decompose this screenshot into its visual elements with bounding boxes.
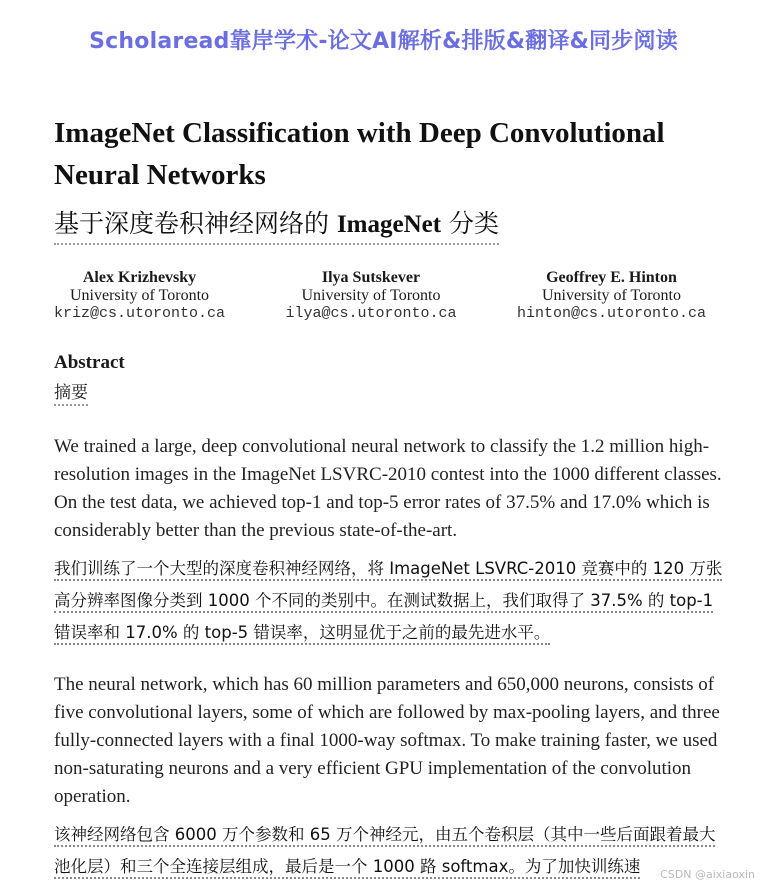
author-block [285, 269, 456, 323]
abstract-paragraph-2-translation [54, 819, 726, 883]
author-email: ilya@cs.utoronto.ca [285, 305, 457, 322]
paper-content [54, 112, 726, 883]
title-cn-suffix: 分类 [441, 209, 500, 238]
title-cn-prefix: 基于深度卷积神经网络的 [54, 209, 337, 238]
paper-title-translation [54, 206, 499, 245]
translation-text: 该神经网络包含 6000 万个参数和 65 万个神经元，由五个卷积层（其中一些后面跟着最大池化层）和三个全连接层组成，最后是一个 1000 路 softmax。为了加快训练速 [54, 825, 715, 879]
abstract-paragraph-1: We trained a large, deep convolutional neural network to classify the 1.2 million high-resolution images in the ImageNet LSVRC-2010 contest into the 1000 different classes. On the test data, we achieved top-1 and top-5 error rates of 37.5% and 17.0% which is considerably better than the previous state-of-the-art. [54, 436, 722, 541]
author-name: Alex Krizhevsky [82, 269, 197, 286]
author-name: Geoffrey E. Hinton [546, 269, 677, 286]
author-email: hinton@cs.utoronto.ca [516, 305, 706, 322]
author-name: Ilya Sutskever [321, 269, 421, 286]
author-affiliation: University of Toronto [70, 287, 210, 304]
watermark: CSDN @aixiaoxin [660, 868, 755, 881]
paper-title-line-2: Neural Networks [54, 159, 266, 191]
abstract-heading-translation: 摘要 [54, 382, 88, 406]
author-affiliation: University of Toronto [541, 287, 681, 304]
author-block [54, 269, 225, 323]
scholaread-banner: Scholaread靠岸学术-论文AI解析&排版&翻译&同步阅读 [89, 29, 678, 54]
author-email: kriz@cs.utoronto.ca [54, 305, 226, 322]
abstract-heading: Abstract [54, 352, 125, 373]
author-block [517, 269, 706, 323]
author-list [54, 269, 706, 323]
abstract-paragraph-1-translation [54, 553, 726, 649]
title-cn-latin: ImageNet [336, 211, 442, 238]
paper-title-line-1: ImageNet Classification with Deep Convolutional [54, 117, 665, 149]
abstract-paragraph-2: The neural network, which has 60 million parameters and 650,000 neurons, consists of five convolutional layers, some of which are followed by max-pooling layers, and three fully-connected layers with a final 1000-way softmax. To make training faster, we used non-saturating neurons and a very efficient GPU implementation of the convolution operation. [54, 674, 720, 807]
translation-text: 我们训练了一个大型的深度卷积神经网络，将 ImageNet LSVRC-2010 竞赛中的 120 万张高分辨率图像分类到 1000 个不同的类别中。在测试数据上，我们取得了 37.5% 的 top-1 错误率和 17.0% 的 top-5 错误率，这明显优于之前的最先进水平。 [54, 559, 722, 645]
author-affiliation: University of Toronto [301, 287, 441, 304]
paper-title [54, 112, 726, 196]
